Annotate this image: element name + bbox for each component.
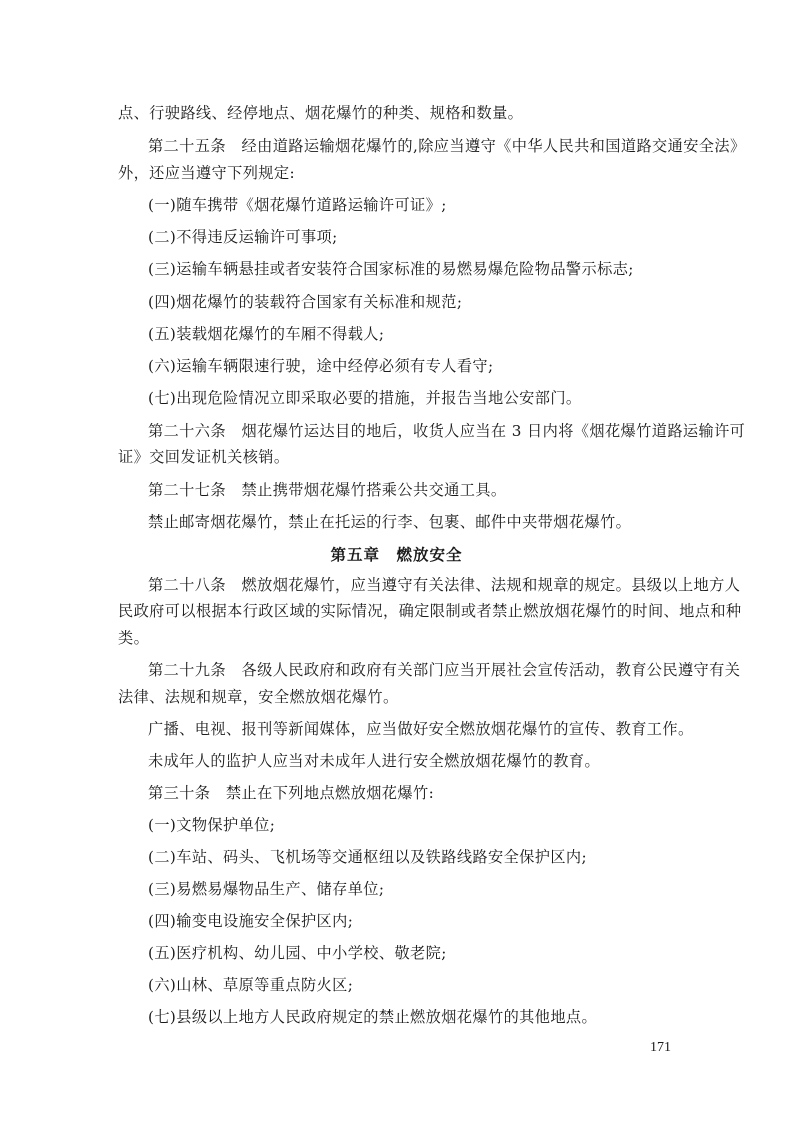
text-line: 证》交回发证机关核销。 (118, 448, 290, 466)
text-line: 禁止邮寄烟花爆竹，禁止在托运的行李、包裹、邮件中夹带烟花爆竹。 (148, 513, 632, 531)
list-item: (四)输变电设施安全保护区内; (148, 912, 354, 930)
text-line: 广播、电视、报刊等新闻媒体，应当做好安全燃放烟花爆竹的宣传、教育工作。 (148, 720, 694, 738)
list-item: (二)不得违反运输许可事项; (148, 228, 338, 246)
text-line: 未成年人的监护人应当对未成年人进行安全燃放烟花爆竹的教育。 (148, 752, 601, 770)
article-30-line: 第三十条 禁止在下列地点燃放烟花爆竹: (148, 784, 435, 802)
list-item: (三)运输车辆悬挂或者安装符合国家标准的易燃易爆危险物品警示标志; (148, 260, 634, 278)
text-line: 外，还应当遵守下列规定: (118, 164, 295, 182)
text-line: 类。 (118, 629, 150, 647)
list-item: (一)文物保护单位; (148, 816, 276, 834)
list-item: (五)医疗机构、幼儿园、中小学校、敬老院; (148, 944, 447, 962)
list-item: (一)随车携带《烟花爆竹道路运输许可证》; (148, 196, 447, 214)
text-line: 点、行驶路线、经停地点、烟花爆竹的种类、规格和数量。 (118, 104, 524, 122)
article-28-line: 第二十八条 燃放烟花爆竹，应当遵守有关法律、法规和规章的规定。县级以上地方人 (148, 576, 741, 594)
article-26-line: 第二十六条 烟花爆竹运达目的地后，收货人应当在 3 日内将《烟花爆竹道路运输许可 (148, 422, 746, 440)
list-item: (七)县级以上地方人民政府规定的禁止燃放烟花爆竹的其他地点。 (148, 1008, 598, 1026)
chapter-title: 第五章 燃放安全 (330, 546, 463, 564)
text-line: 法律、法规和规章，安全燃放烟花爆竹。 (118, 688, 399, 706)
list-item: (三)易燃易爆物品生产、储存单位; (148, 880, 385, 898)
article-29-line: 第二十九条 各级人民政府和政府有关部门应当开展社会宣传活动，教育公民遵守有关 (148, 661, 741, 679)
list-item: (六)山林、草原等重点防火区; (148, 976, 354, 994)
article-25-line: 第二十五条 经由道路运输烟花爆竹的,除应当遵守《中华人民共和国道路交通安全法》 (148, 137, 746, 155)
list-item: (六)运输车辆限速行驶，途中经停必须有专人看守; (148, 357, 494, 375)
list-item: (七)出现危险情况立即采取必要的措施，并报告当地公安部门。 (148, 389, 582, 407)
list-item: (二)车站、码头、飞机场等交通枢纽以及铁路线路安全保护区内; (148, 848, 588, 866)
list-item: (五)装载烟花爆竹的车厢不得载人; (148, 325, 385, 343)
article-27-line: 第二十七条 禁止携带烟花爆竹搭乘公共交通工具。 (148, 481, 507, 499)
list-item: (四)烟花爆竹的装载符合国家有关标准和规范; (148, 293, 463, 311)
text-line: 民政府可以根据本行政区域的实际情况，确定限制或者禁止燃放烟花爆竹的时间、地点和种 (118, 602, 742, 620)
page-number: 171 (650, 1040, 671, 1055)
